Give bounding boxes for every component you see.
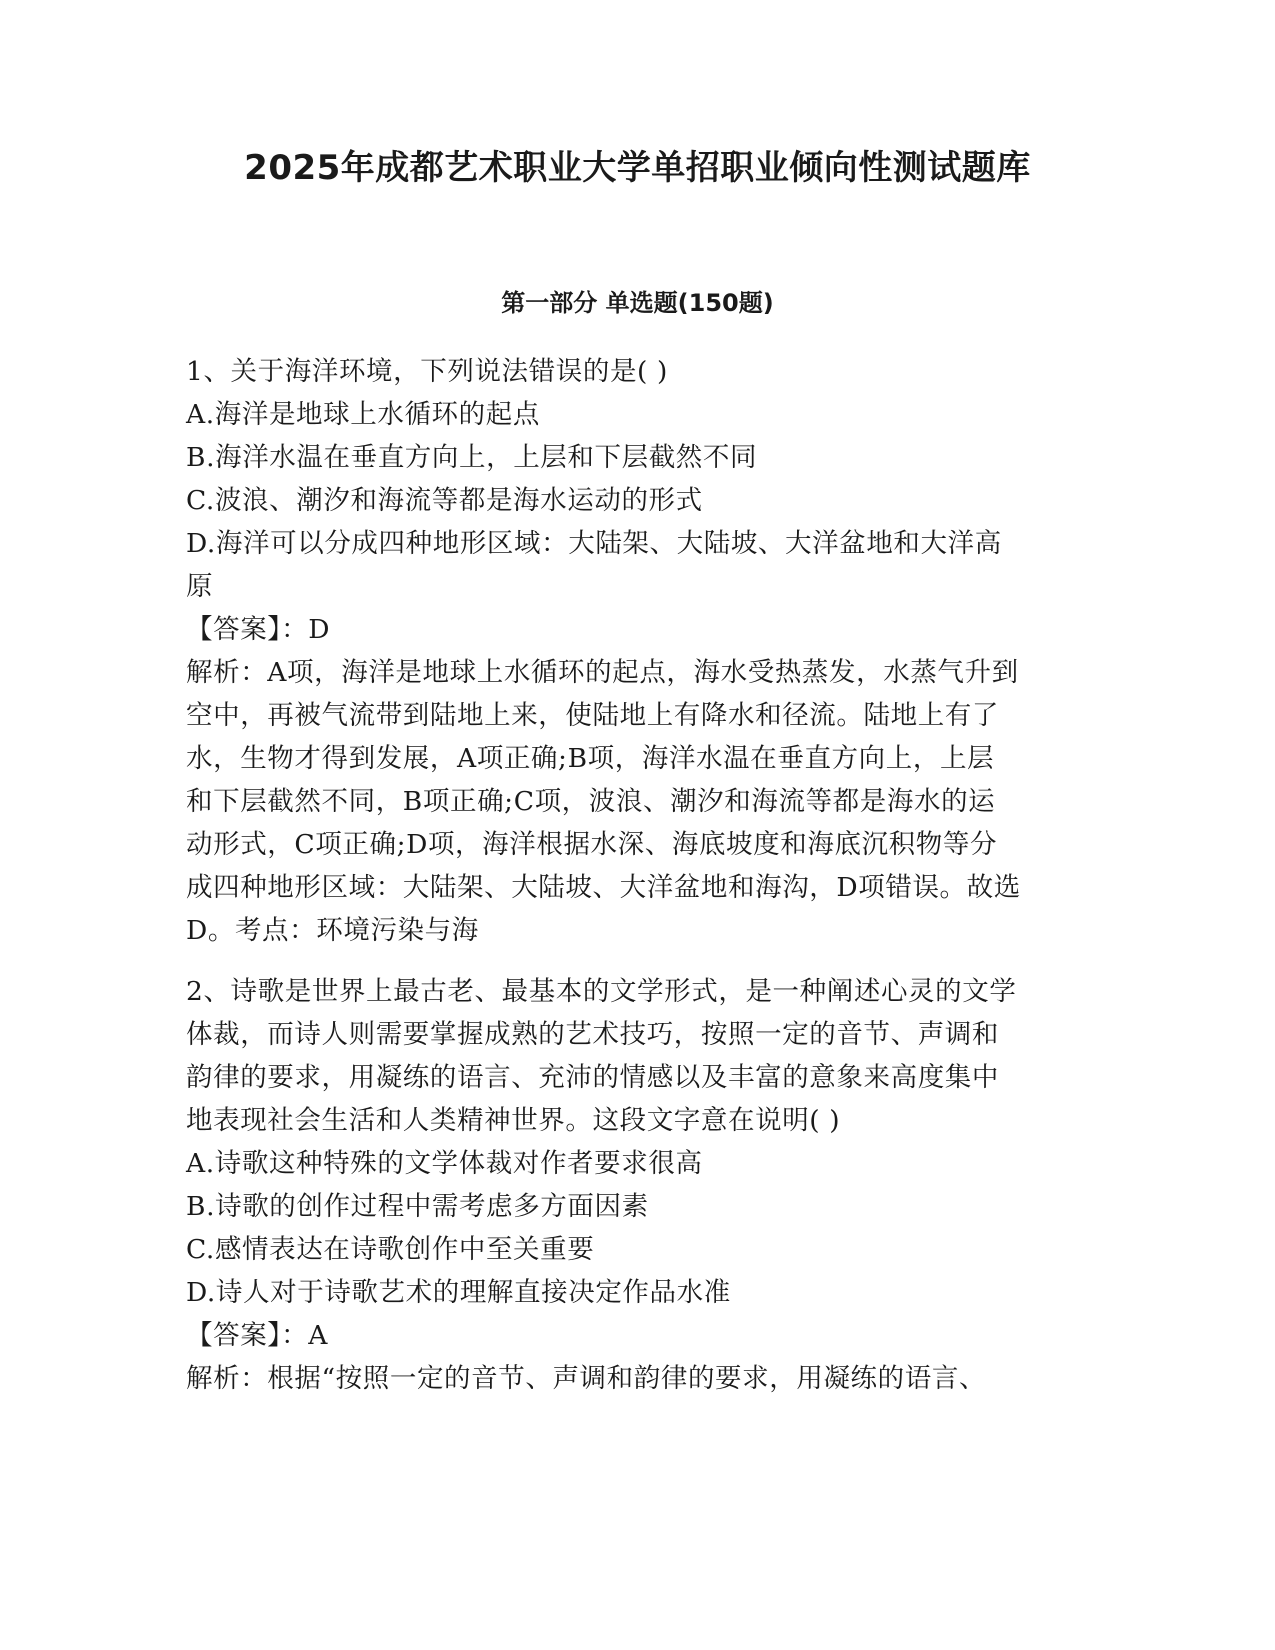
question-1 — [186, 350, 1086, 952]
question-2 — [186, 970, 1086, 1400]
option-d: D.海洋可以分成四种地形区域：大陆架、大陆坡、大洋盆地和大洋高 — [186, 528, 1002, 559]
document-title: 2025年成都艺术职业大学单招职业倾向性测试题库 — [244, 148, 1031, 188]
question-stem: 体裁，而诗人则需要掌握成熟的艺术技巧，按照一定的音节、声调和 — [186, 1019, 999, 1050]
explanation-line: 空中，再被气流带到陆地上来，使陆地上有降水和径流。陆地上有了 — [186, 700, 999, 731]
option-b: B.诗歌的创作过程中需考虑多方面因素 — [186, 1191, 649, 1222]
explanation-line: 解析：根据“按照一定的音节、声调和韵律的要求，用凝练的语言、 — [186, 1363, 987, 1394]
question-stem: 1、关于海洋环境，下列说法错误的是( ) — [186, 356, 668, 387]
option-c: C.波浪、潮汐和海流等都是海水运动的形式 — [186, 485, 703, 516]
question-list — [186, 350, 1086, 1400]
explanation-line: 动形式，C项正确;D项，海洋根据水深、海底坡度和海底沉积物等分 — [186, 829, 998, 860]
explanation-line: 成四种地形区域：大陆架、大陆坡、大洋盆地和海沟，D项错误。故选 — [186, 872, 1021, 903]
question-stem: 2、诗歌是世界上最古老、最基本的文学形式，是一种阐述心灵的文学 — [186, 976, 1017, 1007]
answer-line: 【答案】：A — [186, 1320, 328, 1351]
question-stem: 韵律的要求，用凝练的语言、充沛的情感以及丰富的意象来高度集中 — [186, 1062, 999, 1093]
explanation-line: 解析：A项，海洋是地球上水循环的起点，海水受热蒸发，水蒸气升到 — [186, 657, 1019, 688]
option-b: B.海洋水温在垂直方向上，上层和下层截然不同 — [186, 442, 758, 473]
option-a: A.诗歌这种特殊的文学体裁对作者要求很高 — [186, 1148, 703, 1179]
option-c: C.感情表达在诗歌创作中至关重要 — [186, 1234, 595, 1265]
option-a: A.海洋是地球上水循环的起点 — [186, 399, 540, 430]
option-d: D.诗人对于诗歌艺术的理解直接决定作品水准 — [186, 1277, 731, 1308]
explanation-line: 水，生物才得到发展，A项正确;B项，海洋水温在垂直方向上，上层 — [186, 743, 995, 774]
option-d-continued: 原 — [186, 571, 214, 602]
question-stem: 地表现社会生活和人类精神世界。这段文字意在说明( ) — [186, 1105, 841, 1136]
explanation-line: D。考点：环境污染与海 — [186, 915, 479, 946]
section-heading: 第一部分 单选题(150题) — [501, 289, 774, 317]
explanation-line: 和下层截然不同，B项正确;C项，波浪、潮汐和海流等都是海水的运 — [186, 786, 996, 817]
answer-line: 【答案】：D — [186, 614, 331, 645]
